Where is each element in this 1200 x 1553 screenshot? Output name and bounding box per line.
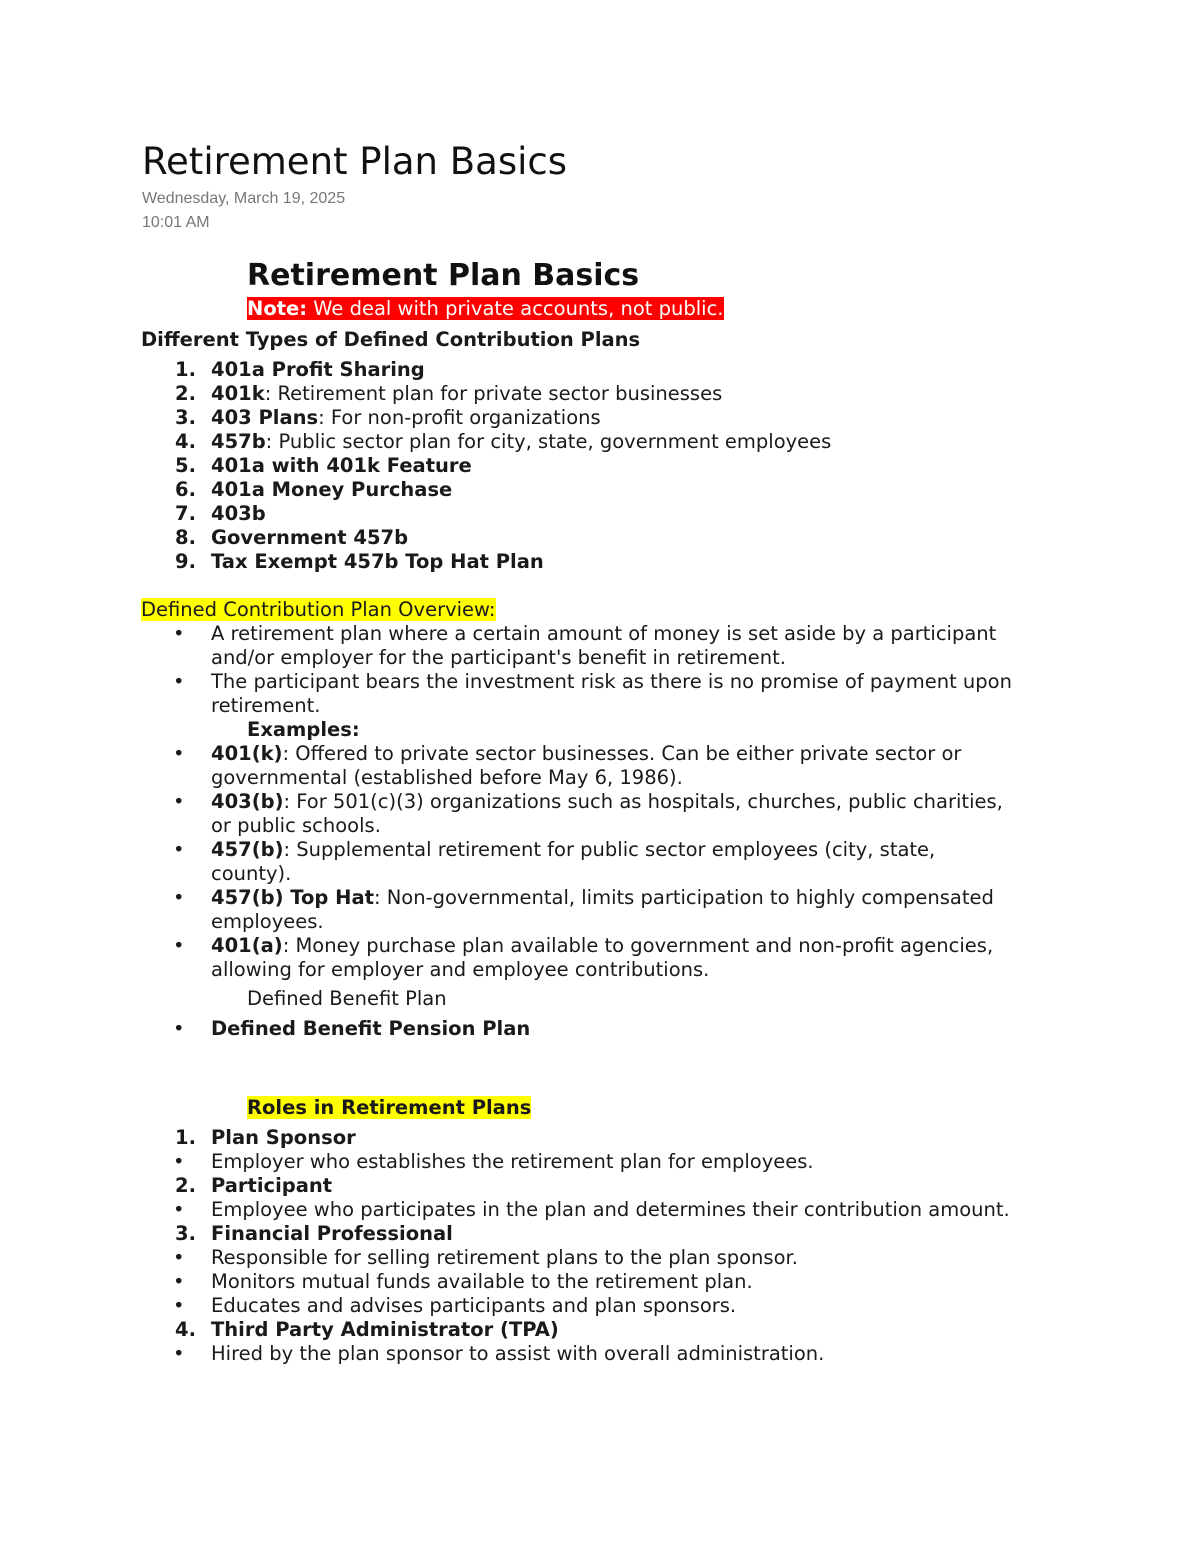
list-item bbox=[0, 526, 1200, 550]
list-item bbox=[0, 790, 1200, 814]
db-item-text: Defined Benefit Pension Plan bbox=[211, 1017, 531, 1040]
list-item-continuation bbox=[0, 814, 1200, 838]
bullet-icon: • bbox=[173, 1150, 185, 1173]
item-term: 403(b) bbox=[211, 790, 284, 813]
page-title: Retirement Plan Basics bbox=[142, 140, 567, 183]
role-desc: Employee who participates in the plan and determines their contribution amount. bbox=[211, 1198, 1010, 1221]
bullet-text: retirement. bbox=[211, 694, 321, 717]
dc-types-heading: Different Types of Defined Contribution Plans bbox=[141, 328, 641, 351]
list-item bbox=[0, 1198, 1200, 1222]
item-desc: : Supplemental retirement for public sector employees (city, state, bbox=[283, 838, 936, 861]
item-desc: or public schools. bbox=[211, 814, 381, 837]
item-desc: : Non-governmental, limits participation to highly compensated bbox=[373, 886, 994, 909]
list-item bbox=[0, 1318, 1200, 1342]
bullet-text: and/or employer for the participant's benefit in retirement. bbox=[211, 646, 786, 669]
item-desc: : For 501(c)(3) organizations such as hospitals, churches, public charities, bbox=[283, 790, 1003, 813]
roles-heading-text: Roles in Retirement Plans bbox=[247, 1096, 532, 1119]
list-item bbox=[0, 502, 1200, 526]
bullet-icon: • bbox=[173, 1270, 185, 1293]
item-desc: governmental (established before May 6, 1986). bbox=[211, 766, 683, 789]
page-time: 10:01 AM bbox=[142, 214, 210, 231]
db-heading: Defined Benefit Plan bbox=[247, 987, 447, 1010]
list-item bbox=[0, 382, 1200, 406]
bullet-icon: • bbox=[173, 742, 185, 765]
list-item bbox=[0, 406, 1200, 430]
role-title: Plan Sponsor bbox=[211, 1126, 356, 1149]
item-term: Tax Exempt 457b Top Hat Plan bbox=[211, 550, 544, 573]
role-desc: Responsible for selling retirement plans to the plan sponsor. bbox=[211, 1246, 798, 1269]
role-desc: Hired by the plan sponsor to assist with overall administration. bbox=[211, 1342, 825, 1365]
list-item bbox=[0, 670, 1200, 694]
list-number: 3. bbox=[175, 406, 196, 429]
list-item bbox=[0, 1126, 1200, 1150]
list-number: 2. bbox=[175, 1174, 196, 1197]
list-item bbox=[0, 934, 1200, 958]
list-number: 8. bbox=[175, 526, 196, 549]
item-term: 401a Profit Sharing bbox=[211, 358, 425, 381]
list-number: 4. bbox=[175, 1318, 196, 1341]
item-term: 457(b) Top Hat bbox=[211, 886, 374, 909]
list-item bbox=[0, 1222, 1200, 1246]
bullet-icon: • bbox=[173, 1342, 185, 1365]
item-desc: : Money purchase plan available to government and non-profit agencies, bbox=[282, 934, 994, 957]
list-item bbox=[0, 454, 1200, 478]
list-item bbox=[0, 886, 1200, 910]
list-item-continuation bbox=[0, 862, 1200, 886]
item-desc: : Offered to private sector businesses. Can be either private sector or bbox=[282, 742, 962, 765]
roles-heading bbox=[247, 1096, 531, 1120]
examples-label: Examples: bbox=[247, 718, 360, 741]
item-term: 403b bbox=[211, 502, 266, 525]
bullet-icon: • bbox=[173, 1246, 185, 1269]
bullet-icon: • bbox=[173, 838, 185, 861]
item-term: 401a Money Purchase bbox=[211, 478, 453, 501]
note-text: We deal with private accounts, not public. bbox=[307, 297, 724, 320]
role-title: Participant bbox=[211, 1174, 333, 1197]
bullet-icon: • bbox=[173, 1017, 185, 1040]
bullet-icon: • bbox=[173, 1294, 185, 1317]
list-item bbox=[0, 1150, 1200, 1174]
item-term: 401(k) bbox=[211, 742, 283, 765]
role-title: Third Party Administrator (TPA) bbox=[211, 1318, 559, 1341]
list-item bbox=[0, 838, 1200, 862]
role-desc: Monitors mutual funds available to the retirement plan. bbox=[211, 1270, 753, 1293]
list-item bbox=[0, 1017, 1200, 1041]
note-label: Note: bbox=[247, 297, 308, 320]
list-item-continuation bbox=[0, 766, 1200, 790]
item-term: 401(a) bbox=[211, 934, 283, 957]
list-item bbox=[0, 1294, 1200, 1318]
item-desc: : Public sector plan for city, state, government employees bbox=[265, 430, 832, 453]
list-item bbox=[0, 1342, 1200, 1366]
item-term: Government 457b bbox=[211, 526, 409, 549]
item-term: 457b bbox=[211, 430, 266, 453]
bullet-icon: • bbox=[173, 934, 185, 957]
list-item bbox=[0, 550, 1200, 574]
list-number: 9. bbox=[175, 550, 196, 573]
note-line bbox=[247, 297, 724, 321]
list-item bbox=[0, 358, 1200, 382]
list-item-continuation bbox=[0, 646, 1200, 670]
item-desc: employees. bbox=[211, 910, 324, 933]
item-term: 401k bbox=[211, 382, 265, 405]
bullet-icon: • bbox=[173, 1198, 185, 1221]
bullet-icon: • bbox=[173, 886, 185, 909]
list-item-continuation bbox=[0, 958, 1200, 982]
list-number: 1. bbox=[175, 358, 196, 381]
list-number: 6. bbox=[175, 478, 196, 501]
page-date: Wednesday, March 19, 2025 bbox=[142, 190, 346, 207]
list-item bbox=[0, 1246, 1200, 1270]
item-term: 457(b) bbox=[211, 838, 284, 861]
list-item-continuation bbox=[0, 910, 1200, 934]
list-number: 1. bbox=[175, 1126, 196, 1149]
item-desc: county). bbox=[211, 862, 292, 885]
bullet-icon: • bbox=[173, 670, 185, 693]
item-desc: : Retirement plan for private sector businesses bbox=[264, 382, 723, 405]
item-desc: allowing for employer and employee contributions. bbox=[211, 958, 710, 981]
bullet-icon: • bbox=[173, 790, 185, 813]
list-number: 3. bbox=[175, 1222, 196, 1245]
list-number: 2. bbox=[175, 382, 196, 405]
role-title: Financial Professional bbox=[211, 1222, 453, 1245]
bullet-text: A retirement plan where a certain amount of money is set aside by a participant bbox=[211, 622, 997, 645]
list-item bbox=[0, 430, 1200, 454]
list-item-continuation bbox=[0, 694, 1200, 718]
list-item bbox=[0, 1270, 1200, 1294]
list-number: 4. bbox=[175, 430, 196, 453]
document-title: Retirement Plan Basics bbox=[247, 258, 640, 293]
list-item bbox=[0, 1174, 1200, 1198]
overview-heading bbox=[141, 598, 496, 622]
bullet-text: The participant bears the investment risk as there is no promise of payment upon bbox=[211, 670, 1012, 693]
list-number: 5. bbox=[175, 454, 196, 477]
item-term: 403 Plans bbox=[211, 406, 319, 429]
item-term: 401a with 401k Feature bbox=[211, 454, 472, 477]
role-desc: Educates and advises participants and plan sponsors. bbox=[211, 1294, 737, 1317]
item-desc: : For non-profit organizations bbox=[318, 406, 601, 429]
list-item bbox=[0, 622, 1200, 646]
role-desc: Employer who establishes the retirement plan for employees. bbox=[211, 1150, 814, 1173]
list-number: 7. bbox=[175, 502, 196, 525]
list-item bbox=[0, 742, 1200, 766]
overview-heading-text: Defined Contribution Plan Overview: bbox=[141, 598, 496, 621]
bullet-icon: • bbox=[173, 622, 185, 645]
list-item bbox=[0, 478, 1200, 502]
